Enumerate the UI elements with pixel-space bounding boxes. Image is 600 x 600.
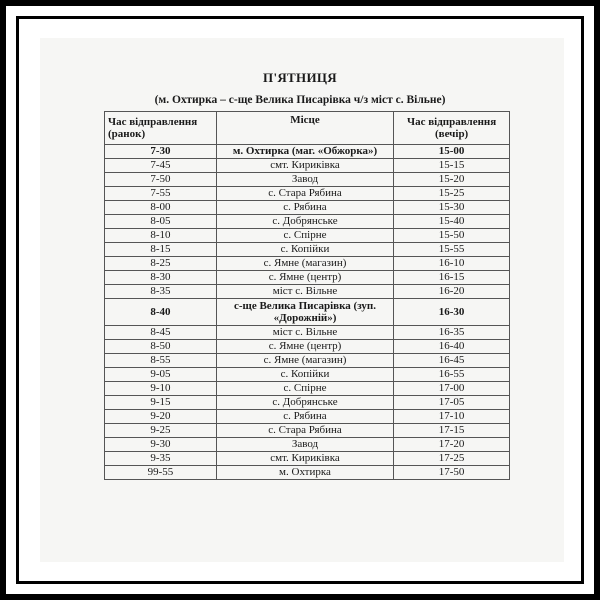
morning-time-cell: 8-10 [105,229,217,243]
table-row [105,215,510,229]
morning-time-cell: 8-30 [105,271,217,285]
morning-time-cell: 8-45 [105,326,217,340]
table-row [105,424,510,438]
route-subtitle: (м. Охтирка – с-ще Велика Писарівка ч/з міст с. Вільне) [154,94,446,106]
table-row [105,452,510,466]
morning-time-cell: 8-50 [105,340,217,354]
evening-time-cell: 15-00 [394,145,510,159]
table-row [105,257,510,271]
morning-time-cell: 9-35 [105,452,217,466]
stop-cell: с. Ямне (магазин) [216,354,393,368]
stop-cell: с. Рябина [216,410,393,424]
morning-time-cell: 8-00 [105,201,217,215]
table-row [105,466,510,480]
morning-time-cell: 8-35 [105,285,217,299]
stop-cell: Завод [216,173,393,187]
stop-cell: с. Ямне (центр) [216,340,393,354]
table-row [105,368,510,382]
table-row [105,285,510,299]
morning-time-cell: 9-20 [105,410,217,424]
table-row [105,159,510,173]
morning-time-cell: 8-15 [105,243,217,257]
morning-time-cell: 7-55 [105,187,217,201]
table-row [105,354,510,368]
stop-cell: с. Копійки [216,368,393,382]
evening-time-cell: 16-15 [394,271,510,285]
table-row [105,396,510,410]
table-row [105,299,510,326]
table-row [105,326,510,340]
evening-time-cell: 15-25 [394,187,510,201]
morning-time-cell: 7-50 [105,173,217,187]
morning-time-cell: 9-10 [105,382,217,396]
evening-time-cell: 15-20 [394,173,510,187]
page-title: П'ЯТНИЦЯ [263,70,337,85]
header-morning: Час відправлення (ранок) [105,112,217,145]
evening-time-cell: 16-10 [394,257,510,271]
evening-time-cell: 15-30 [394,201,510,215]
stop-cell: с-ще Велика Писарівка (зуп. «Дорожній») [216,299,393,326]
header-place: Місце [216,112,393,145]
evening-time-cell: 17-10 [394,410,510,424]
stop-cell: м. Охтирка (маг. «Обжорка») [216,145,393,159]
stop-cell: с. Стара Рябина [216,424,393,438]
stop-cell: с. Добрянське [216,396,393,410]
morning-time-cell: 8-40 [105,299,217,326]
morning-time-cell: 8-55 [105,354,217,368]
table-row [105,340,510,354]
morning-time-cell: 9-05 [105,368,217,382]
evening-time-cell: 15-40 [394,215,510,229]
evening-time-cell: 15-15 [394,159,510,173]
stop-cell: смт. Кириківка [216,452,393,466]
stop-cell: с. Спірне [216,229,393,243]
morning-time-cell: 7-45 [105,159,217,173]
stop-cell: с. Ямне (магазин) [216,257,393,271]
morning-time-cell: 9-30 [105,438,217,452]
evening-time-cell: 16-20 [394,285,510,299]
evening-time-cell: 17-05 [394,396,510,410]
evening-time-cell: 17-25 [394,452,510,466]
evening-time-cell: 17-15 [394,424,510,438]
morning-time-cell: 9-15 [105,396,217,410]
stop-cell: міст с. Вільне [216,326,393,340]
evening-time-cell: 15-50 [394,229,510,243]
header-row [105,112,510,145]
stop-cell: смт. Кириківка [216,159,393,173]
evening-time-cell: 16-40 [394,340,510,354]
stop-cell: с. Стара Рябина [216,187,393,201]
table-row [105,271,510,285]
table-row [105,382,510,396]
evening-time-cell: 16-30 [394,299,510,326]
stop-cell: с. Рябина [216,201,393,215]
morning-time-cell: 99-55 [105,466,217,480]
table-row [105,187,510,201]
stop-cell: міст с. Вільне [216,285,393,299]
table-row [105,145,510,159]
stop-cell: с. Добрянське [216,215,393,229]
schedule-table [104,111,510,480]
stop-cell: Завод [216,438,393,452]
evening-time-cell: 17-20 [394,438,510,452]
header-evening: Час відправлення (вечір) [394,112,510,145]
evening-time-cell: 17-50 [394,466,510,480]
morning-time-cell: 7-30 [105,145,217,159]
table-row [105,229,510,243]
table-row [105,410,510,424]
schedule-body [105,145,510,480]
evening-time-cell: 16-55 [394,368,510,382]
stop-cell: с. Копійки [216,243,393,257]
evening-time-cell: 16-35 [394,326,510,340]
evening-time-cell: 15-55 [394,243,510,257]
evening-time-cell: 16-45 [394,354,510,368]
table-row [105,438,510,452]
morning-time-cell: 9-25 [105,424,217,438]
stop-cell: м. Охтирка [216,466,393,480]
table-row [105,243,510,257]
morning-time-cell: 8-05 [105,215,217,229]
morning-time-cell: 8-25 [105,257,217,271]
evening-time-cell: 17-00 [394,382,510,396]
table-row [105,201,510,215]
table-row [105,173,510,187]
stop-cell: с. Ямне (центр) [216,271,393,285]
stop-cell: с. Спірне [216,382,393,396]
